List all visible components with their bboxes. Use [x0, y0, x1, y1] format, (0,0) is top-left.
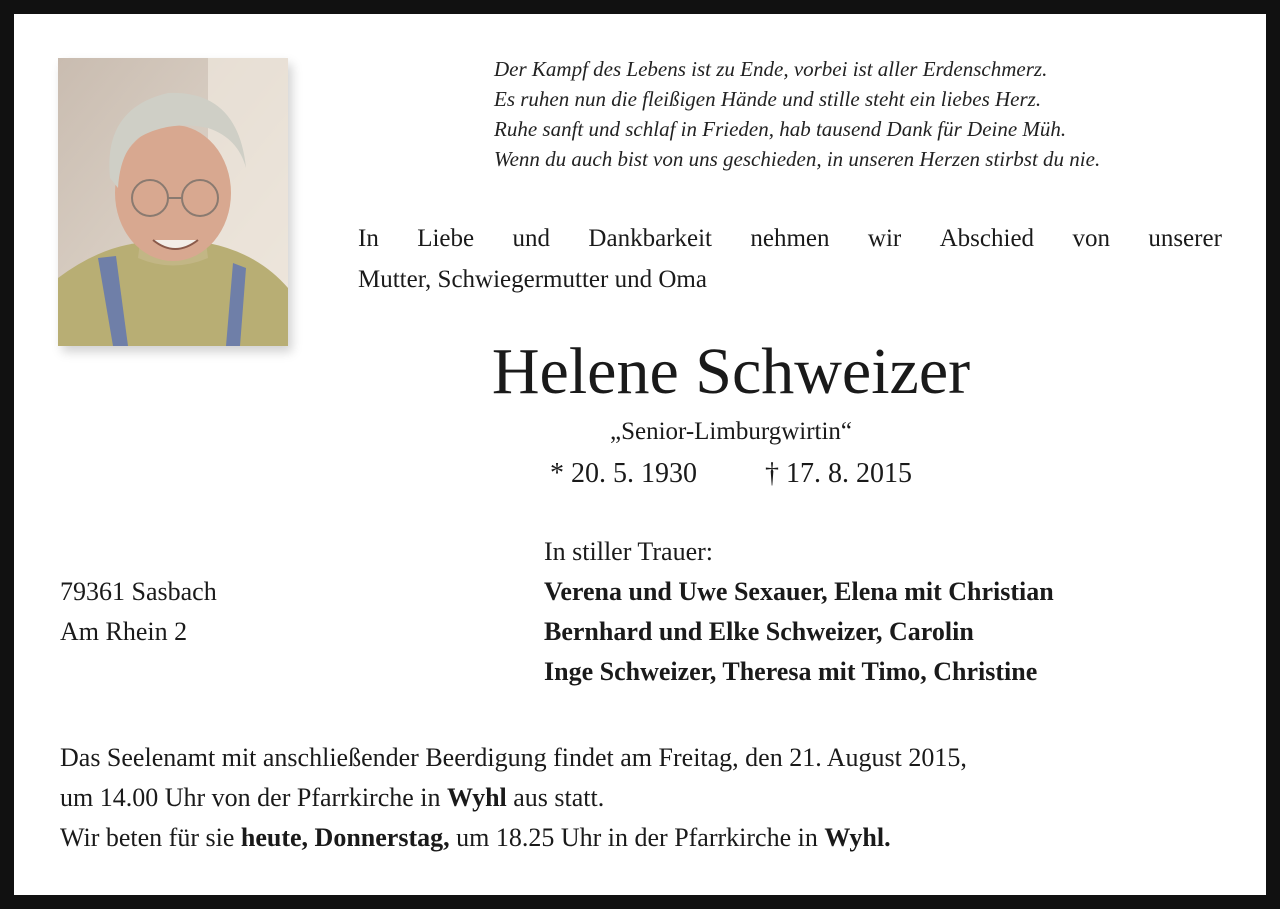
poem-line: Wenn du auch bist von uns geschieden, in unseren Herzen stirbst du nie.	[494, 147, 1101, 171]
mourner-family: Bernhard und Elke Schweizer, Carolin	[544, 617, 974, 646]
deceased-name: Helene Schweizer	[491, 335, 971, 408]
mourner-family: Inge Schweizer, Theresa mit Timo, Christine	[544, 657, 1038, 686]
intro-word: Dankbarkeit	[588, 225, 712, 252]
funeral-place: Wyhl.	[824, 823, 891, 852]
mourners-block	[544, 532, 1054, 692]
poem-line: Der Kampf des Lebens ist zu Ende, vorbei ist aller Erdenschmerz.	[494, 57, 1048, 81]
funeral-text: Wir beten für sie	[60, 823, 241, 852]
poem	[494, 54, 1254, 174]
intro-word: von	[1072, 225, 1110, 252]
mourners-heading: In stiller Trauer:	[544, 537, 713, 566]
portrait-photo	[58, 58, 288, 346]
funeral-text: um 18.25 Uhr in der Pfarrkirche in	[449, 823, 825, 852]
intro-word: Liebe	[417, 225, 475, 252]
address-city: 79361 Sasbach	[60, 577, 217, 606]
intro-word: wir	[867, 225, 902, 252]
intro-word: In	[358, 225, 379, 252]
funeral-line-2	[60, 778, 1230, 818]
funeral-text: um 14.00 Uhr von der Pfarrkirche in	[60, 783, 448, 812]
poem-line: Ruhe sanft und schlaf in Frieden, hab tausend Dank für Deine Müh.	[494, 117, 1067, 141]
poem-line: Es ruhen nun die fleißigen Hände und stille steht ein liebes Herz.	[494, 87, 1042, 111]
mourner-family: Verena und Uwe Sexauer, Elena mit Christian	[544, 577, 1054, 606]
funeral-line-1: Das Seelenamt mit anschließender Beerdigung findet am Freitag, den 21. August 2015,	[60, 743, 967, 772]
intro-line-1	[358, 218, 1222, 259]
death-date: † 17. 8. 2015	[765, 458, 912, 489]
obituary-card	[14, 14, 1266, 895]
intro-text	[358, 218, 1222, 300]
birth-date: * 20. 5. 1930	[550, 458, 697, 489]
intro-line-2: Mutter, Schwiegermutter und Oma	[358, 266, 707, 293]
funeral-day: heute, Donnerstag,	[240, 823, 450, 852]
life-dates	[14, 454, 1280, 494]
funeral-notice	[60, 738, 1230, 858]
address-block	[60, 572, 217, 652]
intro-word: unserer	[1148, 225, 1222, 252]
address-street: Am Rhein 2	[60, 617, 188, 646]
funeral-line-3	[60, 818, 1230, 858]
intro-word: und	[512, 225, 551, 252]
intro-word: nehmen	[750, 225, 830, 252]
deceased-nickname: „Senior-Limburgwirtin“	[609, 418, 853, 445]
funeral-place: Wyhl	[447, 783, 507, 812]
portrait-image	[58, 58, 288, 346]
funeral-text: aus statt.	[506, 783, 605, 812]
intro-word: Abschied	[939, 225, 1035, 252]
